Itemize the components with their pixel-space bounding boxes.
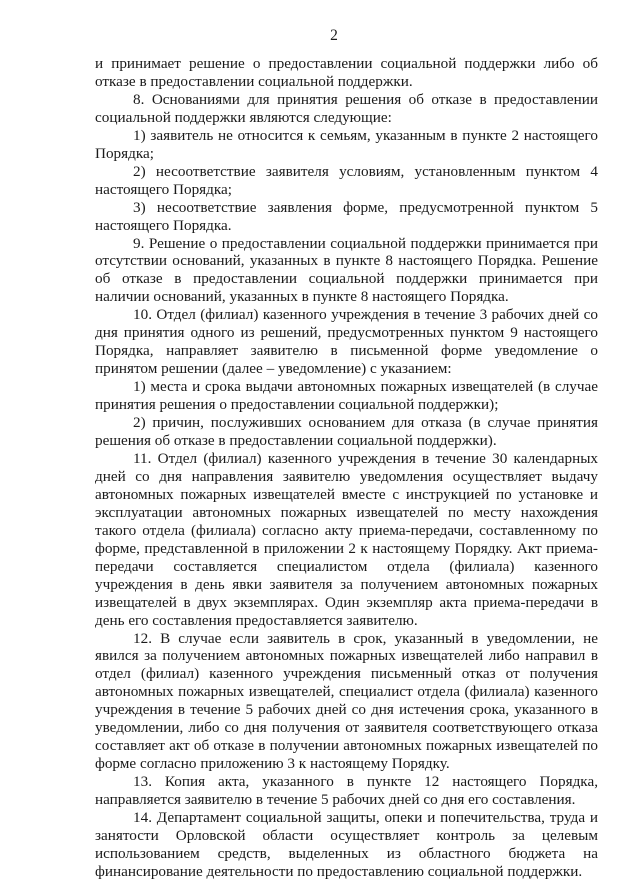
- document-body: [95, 55, 598, 881]
- paragraph-clause-8-item-2: 2) несоответствие заявителя условиям, установленным пунктом 4 настоящего Порядка;: [95, 162, 598, 198]
- paragraph-clause-14: 14. Департамент социальной защиты, опеки и попечительства, труда и занятости Орловской области осуществляет контроль за целевым использованием средств, выделенных из областного бюджета на финансирование деятельности по предоставлению социальной поддержки.: [95, 809, 598, 880]
- paragraph-continuation: и принимает решение о предоставлении социальной поддержки либо об отказе в предоставлении социальной поддержки.: [95, 55, 598, 90]
- paragraph-clause-8-item-3: 3) несоответствие заявления форме, предусмотренной пунктом 5 настоящего Порядка.: [95, 198, 598, 234]
- paragraph-clause-10-item-1: 1) места и срока выдачи автономных пожарных извещателей (в случае принятия решения о предоставлении социальной поддержки);: [95, 378, 598, 414]
- paragraph-clause-10-item-2: 2) причин, послуживших основанием для отказа (в случае принятия решения об отказе в предоставлении социальной поддержки).: [95, 414, 598, 450]
- paragraph-clause-8: 8. Основаниями для принятия решения об отказе в предоставлении социальной поддержки являются следующие:: [95, 90, 598, 126]
- paragraph-clause-10: 10. Отдел (филиал) казенного учреждения в течение 3 рабочих дней со дня принятия одного из решений, предусмотренных пунктом 9 настоящего Порядка, направляет заявителю в письменной форме уведомление о принятом решении (далее – уведомление) с указанием:: [95, 306, 598, 378]
- paragraph-clause-8-item-1: 1) заявитель не относится к семьям, указанным в пункте 2 настоящего Порядка;: [95, 126, 598, 162]
- paragraph-clause-11: 11. Отдел (филиал) казенного учреждения в течение 30 календарных дней со дня направления заявителю уведомления осуществляет выдачу автономных пожарных извещателей вместе с инструкцией по установке и эксплуатации автономных пожарных извещателей по месту нахождения такого отдела (филиала) согласно акту приема-передачи, составленному по форме, представленной в приложении 2 к настоящему Порядку. Акт приема-передачи составляется специалистом отдела (филиала) казенного учреждения в день явки заявителя за получением автономных пожарных извещателей в двух экземплярах. Один экземпляр акта приема-передачи в день его составления предоставляется заявителю.: [95, 449, 598, 629]
- paragraph-clause-9: 9. Решение о предоставлении социальной поддержки принимается при отсутствии оснований, указанных в пункте 8 настоящего Порядка. Решение об отказе в предоставлении социальной поддержки принимается при наличии оснований, указанных в пункте 8 настоящего Порядка.: [95, 234, 598, 306]
- paragraph-clause-13: 13. Копия акта, указанного в пункте 12 настоящего Порядка, направляется заявителю в течение 5 рабочих дней со дня его составления.: [95, 773, 598, 809]
- paragraph-clause-12: 12. В случае если заявитель в срок, указанный в уведомлении, не явился за получением автономных пожарных извещателей либо направил в отдел (филиал) казенного учреждения письменный отказ от получения автономных пожарных извещателей, специалист отдела (филиала) казенного учреждения в течение 5 рабочих дней со дня истечения срока, указанного в уведомлении, либо со дня получения от заявителя соответствующего отказа составляет акт об отказе в получении автономных пожарных извещателей по форме согласно приложению 3 к настоящему Порядку.: [95, 629, 598, 773]
- page-number: 2: [330, 27, 338, 44]
